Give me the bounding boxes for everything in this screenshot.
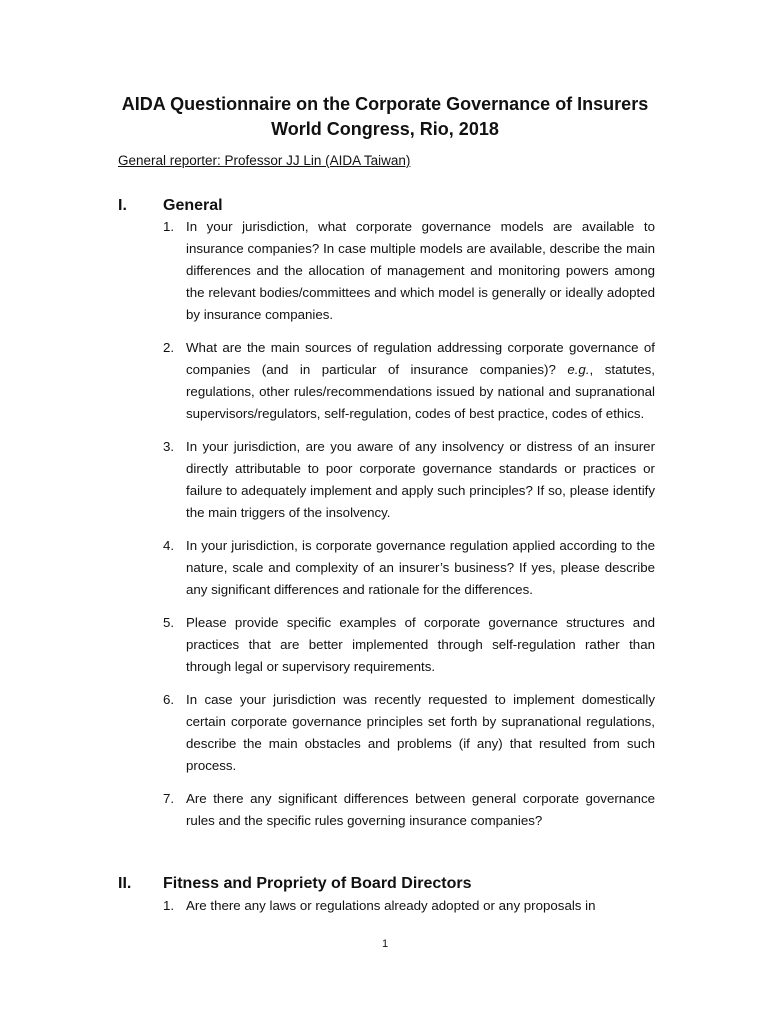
question-item: [163, 689, 655, 777]
question-text: In case your jurisdiction was recently requested to implement domestically certain corporate governance principles set forth by supranational regulations, describe the main obstacles and problems (if any) that resulted from such process.: [186, 692, 655, 773]
title-line-2: World Congress, Rio, 2018: [271, 119, 499, 139]
question-number: 5.: [163, 615, 175, 630]
section-title: General: [163, 197, 223, 214]
question-number: 2.: [163, 340, 175, 355]
question-item: [163, 216, 655, 326]
title-line-1: AIDA Questionnaire on the Corporate Governance of Insurers: [121, 94, 649, 114]
question-number: 6.: [163, 692, 175, 707]
question-number: 4.: [163, 538, 175, 553]
question-item: [163, 337, 655, 425]
document-title: [0, 92, 770, 142]
question-item: [163, 612, 655, 678]
question-text: [186, 340, 655, 421]
question-item: [163, 436, 655, 524]
question-text: Are there any laws or regulations already adopted or any proposals in: [186, 898, 596, 913]
question-number: 1.: [163, 898, 175, 913]
general-reporter: General reporter: Professor JJ Lin (AIDA Taiwan): [118, 153, 411, 168]
question-text: Please provide specific examples of corporate governance structures and practices that are better implemented through self-regulation rather than through legal or supervisory requirements.: [186, 615, 655, 674]
question-list-general: [163, 216, 655, 832]
section-numeral: II.: [118, 875, 132, 892]
question-text: In your jurisdiction, are you aware of any insolvency or distress of an insurer directly attributable to poor corporate governance standards or practices or failure to adequately implement and apply such principles? If so, please identify the main triggers of the insolvency.: [186, 439, 655, 520]
question-text: Are there any significant differences between general corporate governance rules and the specific rules governing insurance companies?: [186, 791, 655, 828]
question-item: [163, 535, 655, 601]
question-item: [163, 895, 655, 917]
question-text-part: What are the main sources of regulation addressing corporate governance of companies (and in particular of insurance companies)?: [186, 340, 655, 377]
question-number: 1.: [163, 219, 175, 234]
question-text-italic: e.g.: [567, 362, 590, 377]
section-title: Fitness and Propriety of Board Directors: [163, 875, 472, 892]
question-list-fitness: [163, 895, 655, 917]
question-text: In your jurisdiction, is corporate governance regulation applied according to the nature, scale and complexity of an insurer’s business? If yes, please describe any significant differences and rationale for the differences.: [186, 538, 655, 597]
question-text: In your jurisdiction, what corporate governance models are available to insurance companies? In case multiple models are available, describe the main differences and the allocation of management and monitoring powers among the relevant bodies/committees and which model is generally or ideally adopted by insurance companies.: [186, 219, 655, 322]
page-number: 1: [381, 938, 389, 950]
question-item: [163, 788, 655, 832]
question-number: 7.: [163, 791, 175, 806]
section-numeral: I.: [118, 197, 127, 214]
question-number: 3.: [163, 439, 175, 454]
question-text-part: , statutes, regulations, other rules/recommendations issued by national and supranational supervisors/regulators, self-regulation, codes of best practice, codes of ethics.: [186, 362, 655, 421]
